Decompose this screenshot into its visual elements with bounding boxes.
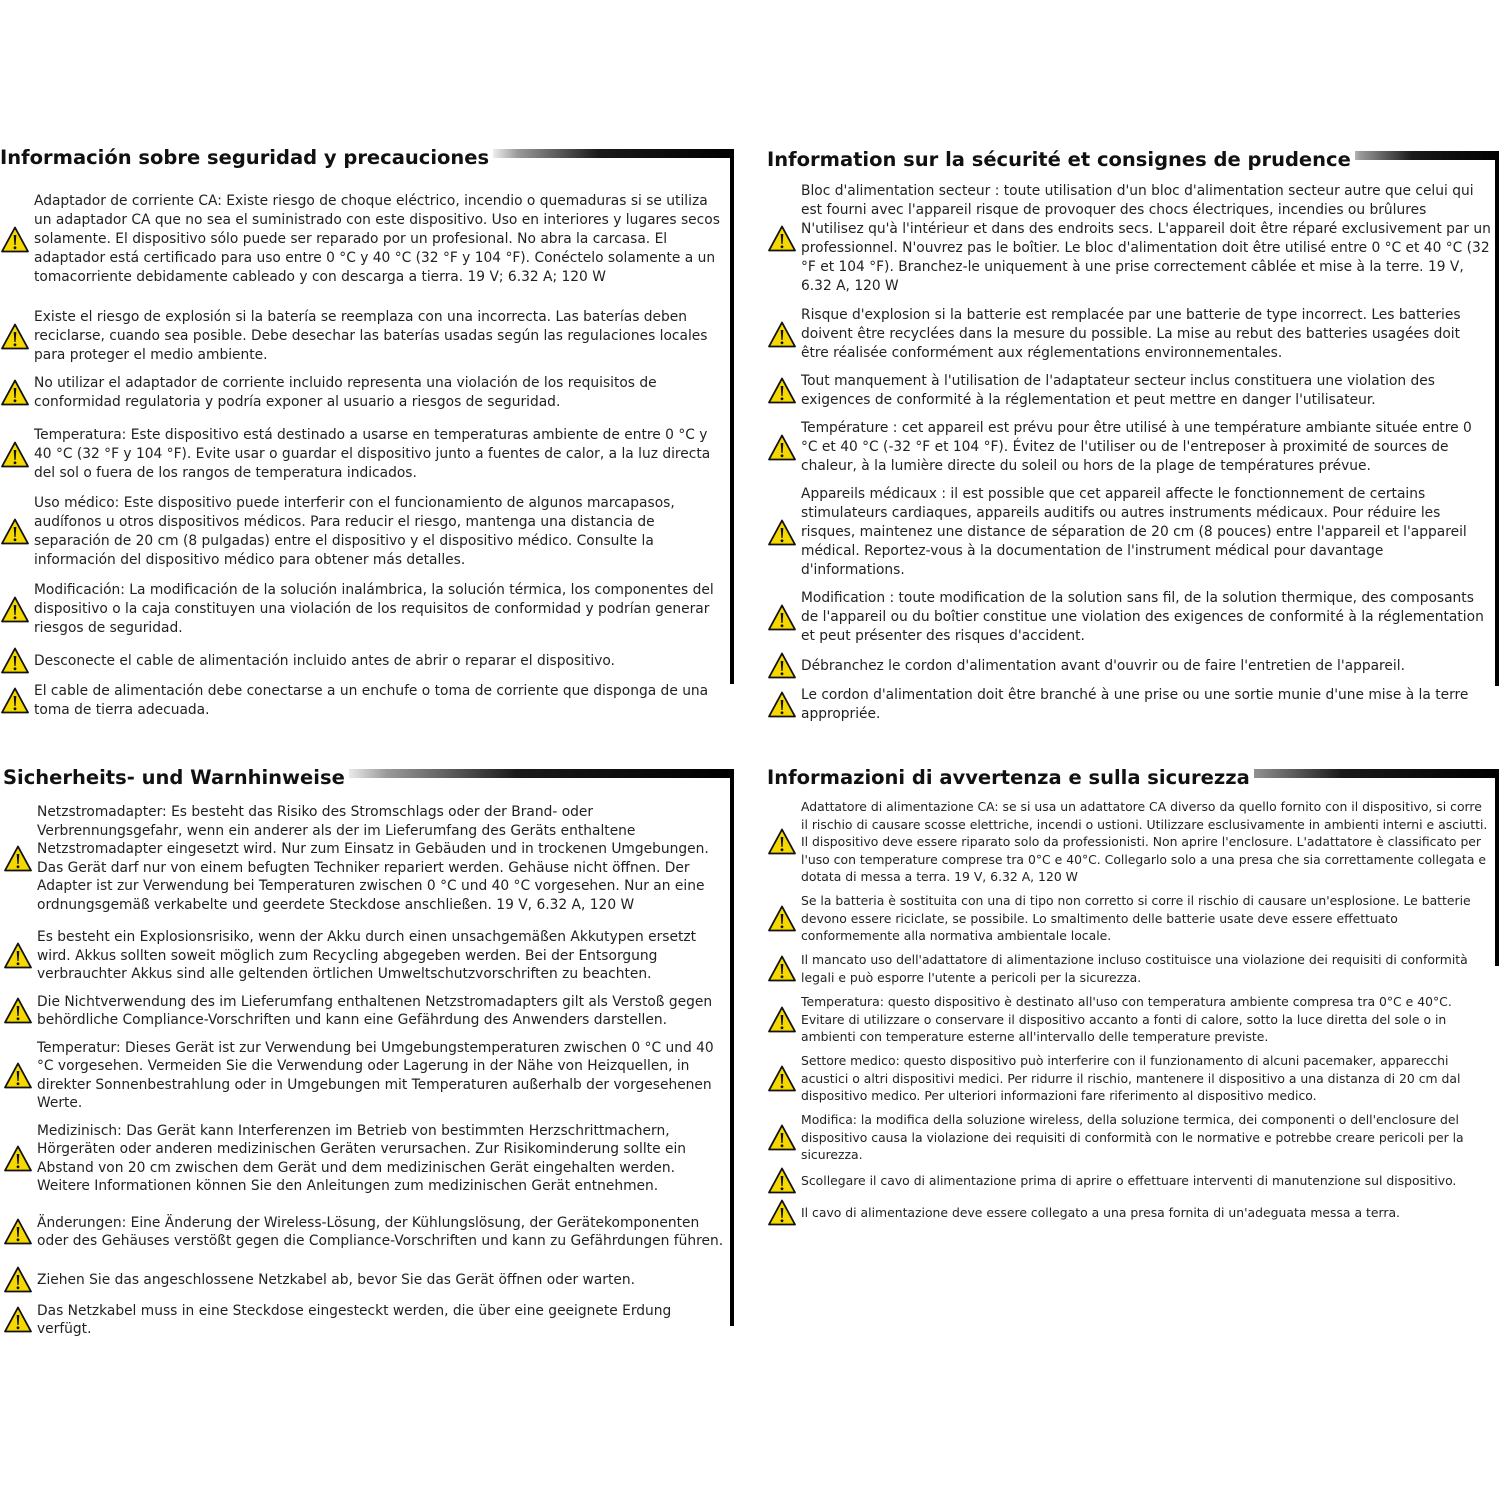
warning-triangle-icon bbox=[767, 827, 801, 857]
warning-item bbox=[767, 182, 1491, 296]
warning-text: Appareils médicaux : il est possible que cet appareil affecte le fonctionnement de certains stimulateurs cardiaques, appareils auditifs ou autres instruments médicaux. Pour réduire les risques, maintenez une distance de séparation de 20 cm (8 pouces) entre l'appareil et l'appareil médical. Reportez-vous à la documentation de l'instrument médical pour davantage d'informations. bbox=[801, 486, 1467, 578]
warning-triangle-icon bbox=[0, 595, 34, 625]
warning-triangle-icon bbox=[3, 1305, 37, 1335]
warning-text: Desconecte el cable de alimentación incluido antes de abrir o reparar el dispositivo. bbox=[34, 652, 615, 669]
warning-triangle-icon bbox=[767, 904, 801, 934]
warning-item bbox=[0, 426, 726, 483]
warning-text: Adaptador de corriente CA: Existe riesgo de choque eléctrico, incendio o quemaduras si se utiliza un adaptador CA que no sea el suministrado con este dispositivo. Uso en interiores y lugares secos solamente. El dispositivo sólo puede ser reparado por un profesional. No abra la carcasa. El adaptador está certificado para uso entre 0 °C y 40 °C (32 °F y 104 °F). Conéctelo solamente a un tomacorriente debidamente cableado y con descarga a tierra. 19 V; 6.32 A; 120 W bbox=[34, 193, 720, 285]
warning-item bbox=[767, 1166, 1491, 1196]
warning-triangle-icon bbox=[0, 322, 34, 352]
warning-item bbox=[767, 652, 1491, 680]
warning-text: Modification : toute modification de la solution sans fil, de la solution thermique, des composants de l'appareil ou du boîtier constitue une violation des exigences de conformité à la réglementation et peut présenter des risques d'accident. bbox=[801, 590, 1484, 644]
warning-text: Scollegare il cavo di alimentazione prima di aprire o effettuare interventi di manutenzione sul dispositivo. bbox=[801, 1173, 1457, 1189]
warning-triangle-icon bbox=[3, 1144, 37, 1174]
warning-text: Risque d'explosion si la batterie est remplacée par une batterie de type incorrect. Les batteries doivent être recyclées dans la mesure du possible. La mise au rebut des batteries usagées doit être réalisée conformément aux réglementations environnementales. bbox=[801, 307, 1461, 361]
warning-triangle-icon bbox=[3, 1061, 37, 1091]
warning-text: Temperatura: Este dispositivo está destinado a usarse en temperaturas ambiente de entre 0 °C y 40 °C (32 °F y 104 °F). Evite usar o guardar el dispositivo junto a fuentes de calor, a la luz directa del sol o fuera de los rangos de temperatura indicados. bbox=[34, 427, 711, 481]
warning-item bbox=[767, 951, 1491, 987]
warning-item bbox=[0, 646, 726, 676]
warning-item bbox=[767, 1052, 1491, 1105]
warning-text: Il mancato uso dell'adattatore di alimentazione incluso costituisce una violazione dei requisiti di conformità legali e può esporre l'utente a pericoli per la sicurezza. bbox=[801, 952, 1468, 985]
warning-triangle-icon bbox=[767, 1064, 801, 1094]
warning-text: Tout manquement à l'utilisation de l'adaptateur secteur inclus constituera une violation des exigences de conformité à la réglementation et peut mettre en danger l'utilisateur. bbox=[801, 373, 1435, 408]
warning-item bbox=[767, 892, 1491, 945]
warning-item bbox=[0, 180, 726, 299]
warning-text: Es besteht ein Explosionsrisiko, wenn der Akku durch einen unsachgemäßen Akkutypen ersetzt wird. Akkus sollten soweit möglich zum Recycling abgegeben werden. Bei der Entsorgung verbrauchter Akkus sind alle geltenden örtlichen Umweltschutzvorschriften zu beachten. bbox=[37, 929, 697, 983]
warning-list bbox=[767, 182, 1491, 724]
warning-item bbox=[767, 372, 1491, 410]
warning-text: Le cordon d'alimentation doit être branché à une prise ou une sortie munie d'une mise à la terre appropriée. bbox=[801, 687, 1469, 722]
warning-triangle-icon bbox=[3, 996, 37, 1026]
section-title: Information sur la sécurité et consignes de prudence bbox=[767, 148, 1355, 172]
warning-text: No utilizar el adaptador de corriente incluido representa una violación de los requisitos de conformidad regulatoria y podría exponer al usuario a riesgos de seguridad. bbox=[34, 375, 657, 410]
section-border bbox=[730, 770, 734, 1326]
warning-item bbox=[0, 581, 726, 638]
section-border bbox=[1495, 770, 1499, 966]
warning-item bbox=[3, 1121, 726, 1196]
warning-triangle-icon bbox=[767, 433, 801, 463]
header-gradient-rule bbox=[1213, 769, 1499, 778]
warning-text: Modificación: La modificación de la solución inalámbrica, la solución térmica, los componentes del dispositivo o la caja constituyen una violación de los requisitos de conformidad y podrían generar riesgos de seguridad. bbox=[34, 582, 714, 636]
warning-triangle-icon bbox=[767, 954, 801, 984]
section-border bbox=[1495, 152, 1499, 686]
warning-triangle-icon bbox=[3, 1217, 37, 1247]
warning-item bbox=[767, 798, 1491, 886]
warning-triangle-icon bbox=[767, 1123, 801, 1153]
header-gradient-rule bbox=[1341, 151, 1499, 160]
warning-text: Temperatur: Dieses Gerät ist zur Verwendung bei Umgebungstemperaturen zwischen 0 °C und 40 °C vorgesehen. Vermeiden Sie die Verwendung oder Lagerung in der Nähe von Heizquellen, in direkter Sonnenbestrahlung oder in Umgebungen mit Temperaturen außerhalb der vorgesehenen Werte. bbox=[37, 1039, 714, 1111]
warning-list bbox=[3, 798, 726, 1340]
warning-text: Temperatura: questo dispositivo è destinato all'uso con temperatura ambiente compresa tra 0°C e 40°C. Evitare di utilizzare o conservare il dispositivo accanto a fonti di calore, sotto la luce diretta del sole o in ambienti con temperature esterne all'intervallo delle temperature previste. bbox=[801, 994, 1452, 1045]
warning-text: Modifica: la modifica della soluzione wireless, della soluzione termica, dei componenti o dell'enclosure del dispositivo causa la violazione dei requisiti di conformità con le normative e potrebbe creare pericoli per la sicurezza. bbox=[801, 1112, 1464, 1163]
section-border bbox=[730, 150, 734, 684]
warning-text: Débranchez le cordon d'alimentation avant d'ouvrir ou de faire l'entretien de l'appareil. bbox=[801, 657, 1405, 674]
warning-text: Adattatore di alimentazione CA: se si usa un adattatore CA diverso da quello fornito con il dispositivo, si corre il rischio di causare scosse elettriche, incendi o ustioni. Utilizzare esclusivamente in ambienti interni e asciutti. Il dispositivo deve essere riparato solo da professionisti. Non aprire l'enclosure. L'adattatore è classificato per l'uso con temperature comprese tra 0°C e 40°C. Collegarlo solo a una presa che sia correttamente collegata e dotata di messa a terra. 19 V, 6.32 A, 120 W bbox=[801, 799, 1488, 885]
warning-item bbox=[767, 306, 1491, 363]
warning-text: Settore medico: questo dispositivo può interferire con il funzionamento di alcuni pacemaker, apparecchi acustici o altri dispositivi medici. Per ridurre il rischio, mantenere il dispositivo a una distanza di 20 cm dal dispositivo medico. Per ulteriori informazioni fare riferimento al dispositivo medico. bbox=[801, 1053, 1461, 1104]
warning-triangle-icon bbox=[767, 224, 801, 254]
warning-triangle-icon bbox=[767, 1166, 801, 1196]
warning-triangle-icon bbox=[0, 646, 34, 676]
warning-item bbox=[3, 992, 726, 1030]
warning-item bbox=[3, 928, 726, 984]
warning-item bbox=[3, 1204, 726, 1260]
warning-item bbox=[767, 1198, 1491, 1228]
warning-text: Das Netzkabel muss in eine Steckdose eingesteckt werden, die über eine geeignete Erdung verfügt. bbox=[37, 1302, 672, 1337]
warning-item bbox=[3, 1038, 726, 1113]
section-german bbox=[3, 766, 734, 1356]
warning-triangle-icon bbox=[767, 1005, 801, 1035]
warning-triangle-icon bbox=[0, 517, 34, 547]
warning-list bbox=[767, 798, 1491, 1228]
warning-triangle-icon bbox=[3, 941, 37, 971]
section-italian bbox=[767, 766, 1499, 1236]
warning-item bbox=[3, 798, 726, 919]
warning-item bbox=[767, 1111, 1491, 1164]
warning-text: El cable de alimentación debe conectarse a un enchufe o toma de corriente que disponga de una toma de tierra adecuada. bbox=[34, 683, 709, 718]
warning-text: Il cavo di alimentazione deve essere collegato a una presa fornita di un'adeguata messa a terra. bbox=[801, 1205, 1400, 1221]
section-spanish bbox=[0, 146, 734, 736]
warning-item bbox=[0, 494, 726, 570]
warning-item bbox=[767, 993, 1491, 1046]
warning-item bbox=[767, 686, 1491, 724]
warning-triangle-icon bbox=[3, 844, 37, 874]
warning-text: Medizinisch: Das Gerät kann Interferenzen im Betrieb von bestimmten Herzschrittmachern, Hörgeräten oder anderen medizinischen Geräten verursachen. Zur Risikominderung sollte ein Abstand von 20 cm zwischen dem Gerät und dem medizinischen Gerät eingehalten werden. Weitere Informationen können Sie den Anleitungen zum medizinischen Gerät entnehmen. bbox=[37, 1122, 687, 1194]
warning-triangle-icon bbox=[767, 518, 801, 548]
warning-triangle-icon bbox=[0, 686, 34, 716]
warning-item bbox=[767, 419, 1491, 476]
warning-triangle-icon bbox=[0, 378, 34, 408]
warning-item bbox=[3, 1300, 726, 1340]
header-gradient-rule bbox=[488, 149, 734, 158]
warning-text: Se la batteria è sostituita con una di tipo non corretto si corre il rischio di causare un'esplosione. Le batterie devono essere riciclate, se possibile. Lo smaltimento delle batterie usate deve essere effettuato conformemente alla normativa ambientale locale. bbox=[801, 893, 1471, 944]
warning-item bbox=[0, 308, 726, 365]
section-header bbox=[767, 148, 1499, 176]
section-header bbox=[3, 766, 734, 794]
warning-item bbox=[0, 374, 726, 412]
warning-item bbox=[767, 589, 1491, 646]
warning-list bbox=[0, 180, 726, 720]
warning-text: Ziehen Sie das angeschlossene Netzkabel ab, bevor Sie das Gerät öffnen oder warten. bbox=[37, 1271, 635, 1288]
section-header bbox=[0, 146, 734, 174]
warning-text: Die Nichtverwendung des im Lieferumfang enthaltenen Netzstromadapters gilt als Verstoß gegen behördliche Compliance-Vorschriften und kann eine Gefährdung des Anwenders darstellen. bbox=[37, 993, 713, 1028]
warning-triangle-icon bbox=[3, 1265, 37, 1295]
warning-text: Existe el riesgo de explosión si la batería se reemplaza con una incorrecta. Las baterías deben reciclarse, cuando sea posible. Debe desechar las baterías usadas según las regulaciones locales para proteger el medio ambiente. bbox=[34, 309, 708, 363]
warning-text: Température : cet appareil est prévu pour être utilisé à une température ambiante située entre 0 °C et 40 °C (-32 °F et 104 °F). Évitez de l'utiliser ou de l'entreposer à proximité de sources de chaleur, à la lumière directe du soleil ou hors de la plage de températures prévue. bbox=[801, 420, 1472, 474]
section-title: Información sobre seguridad y precauciones bbox=[0, 146, 493, 170]
warning-text: Änderungen: Eine Änderung der Wireless-Lösung, der Kühlungslösung, der Gerätekomponenten oder des Gehäuses verstößt gegen die Compliance-Vorschriften und kann zu Gefährdungen führen. bbox=[37, 1214, 724, 1249]
section-french bbox=[767, 148, 1499, 738]
warning-triangle-icon bbox=[767, 1198, 801, 1228]
header-gradient-rule bbox=[339, 769, 734, 778]
warning-triangle-icon bbox=[0, 225, 34, 255]
warning-triangle-icon bbox=[767, 603, 801, 633]
section-title: Informazioni di avvertenza e sulla sicurezza bbox=[767, 766, 1254, 790]
warning-triangle-icon bbox=[0, 440, 34, 470]
warning-triangle-icon bbox=[767, 651, 801, 681]
section-header bbox=[767, 766, 1499, 794]
warning-text: Uso médico: Este dispositivo puede interferir con el funcionamiento de algunos marcapasos, audífonos u otros dispositivos médicos. Para reducir el riesgo, mantenga una distancia de separación de 20 cm (8 pulgadas) entre el dispositivo y el dispositivo médico. Consulte la información del dispositivo médico para obtener más detalles. bbox=[34, 495, 675, 568]
warning-item bbox=[3, 1266, 726, 1294]
warning-text: Bloc d'alimentation secteur : toute utilisation d'un bloc d'alimentation secteur autre que celui qui est fourni avec l'appareil risque de provoquer des chocs électriques, incendies ou brûlures N'utilisez qu'à l'intérieur et dans des endroits secs. L'appareil doit être réparé exclusivement par un professionnel. N'ouvrez pas le boîtier. Le bloc d'alimentation doit être utilisé entre 0 °C et 40 °C (32 °F et 104 °F). Branchez-le uniquement à une prise correctement câblée et mise à la terre. 19 V, 6.32 A, 120 W bbox=[801, 183, 1491, 294]
warning-triangle-icon bbox=[767, 690, 801, 720]
warning-text: Netzstromadapter: Es besteht das Risiko des Stromschlags oder der Brand- oder Verbrennungsgefahr, wenn ein anderer als der im Lieferumfang des Geräts enthaltene Netzstromadapter eingesetzt wird. Nur zum Einsatz in Gebäuden und in trockenen Umgebungen. Das Gerät darf nur von einem befugten Techniker repariert werden. Gehäuse nicht öffnen. Der Adapter ist zur Verwendung bei Temperaturen zwischen 0 °C und 40 °C vorgesehen. Nur an eine ordnungsgemäß verkabelte und geerdete Steckdose anschließen. 19 V, 6.32 A, 120 W bbox=[37, 804, 709, 913]
warning-triangle-icon bbox=[767, 376, 801, 406]
warning-item bbox=[767, 485, 1491, 580]
warning-item bbox=[0, 682, 726, 720]
warning-triangle-icon bbox=[767, 320, 801, 350]
section-title: Sicherheits- und Warnhinweise bbox=[3, 766, 349, 790]
